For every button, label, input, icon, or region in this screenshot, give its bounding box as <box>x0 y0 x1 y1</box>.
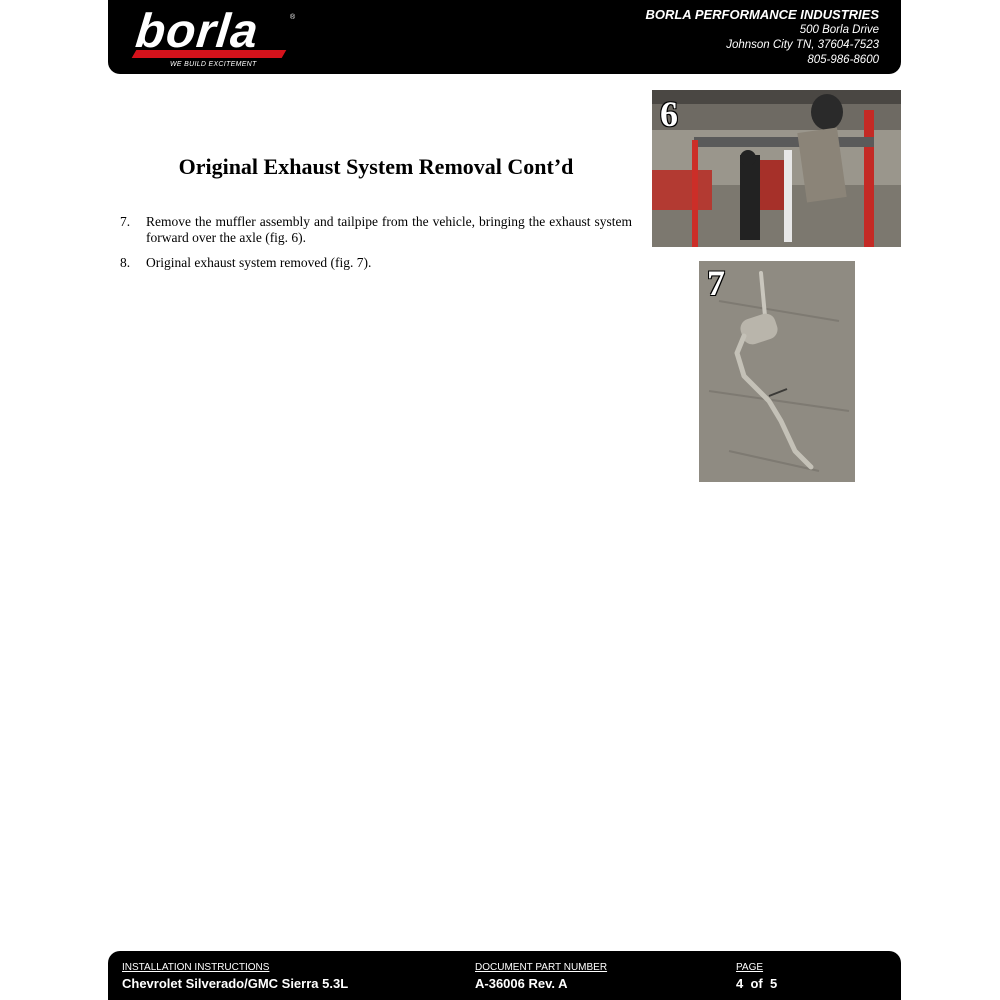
registered-mark: ® <box>290 14 296 21</box>
figure-7-label: 7 <box>707 263 725 303</box>
lift-scene-illustration <box>652 90 901 247</box>
part-number-value: A-36006 Rev. A <box>475 976 568 991</box>
page-label: PAGE <box>736 962 764 973</box>
address-street: 500 Borla Drive <box>799 24 879 36</box>
figure-7-photo <box>699 261 855 482</box>
step-item <box>120 255 632 271</box>
install-label: INSTALLATION INSTRUCTIONS <box>122 962 270 973</box>
company-phone: 805-986-8600 <box>807 54 879 66</box>
install-value: Chevrolet Silverado/GMC Sierra 5.3L <box>122 976 349 991</box>
figure-6-photo <box>652 90 901 247</box>
footer-page <box>736 961 777 994</box>
footer-install-info <box>122 961 348 994</box>
part-number-label: DOCUMENT PART NUMBER <box>475 962 608 973</box>
step-item <box>120 214 632 246</box>
step-text: Remove the muffler assembly and tailpipe from the vehicle, bringing the exhaust system forward over the axle (fig. 6). <box>146 214 632 245</box>
header-bar <box>108 0 901 74</box>
footer-bar <box>108 951 901 1000</box>
page-value: 4 of 5 <box>736 976 778 991</box>
step-text: Original exhaust system removed (fig. 7). <box>146 255 372 270</box>
step-number: 8. <box>120 255 131 270</box>
logo-tagline: WE BUILD EXCITEMENT <box>170 61 257 68</box>
section-title: Original Exhaust System Removal Cont’d <box>178 154 574 179</box>
address-city: Johnson City TN, 37604-7523 <box>726 39 879 51</box>
company-name: BORLA PERFORMANCE INDUSTRIES <box>645 7 879 22</box>
figure-6-label: 6 <box>660 94 678 134</box>
logo-wordmark: borla <box>133 5 262 58</box>
borla-logo <box>130 6 300 70</box>
company-address <box>645 6 879 68</box>
instruction-steps <box>120 214 632 280</box>
footer-part-number <box>475 961 607 994</box>
step-number: 7. <box>120 214 131 229</box>
